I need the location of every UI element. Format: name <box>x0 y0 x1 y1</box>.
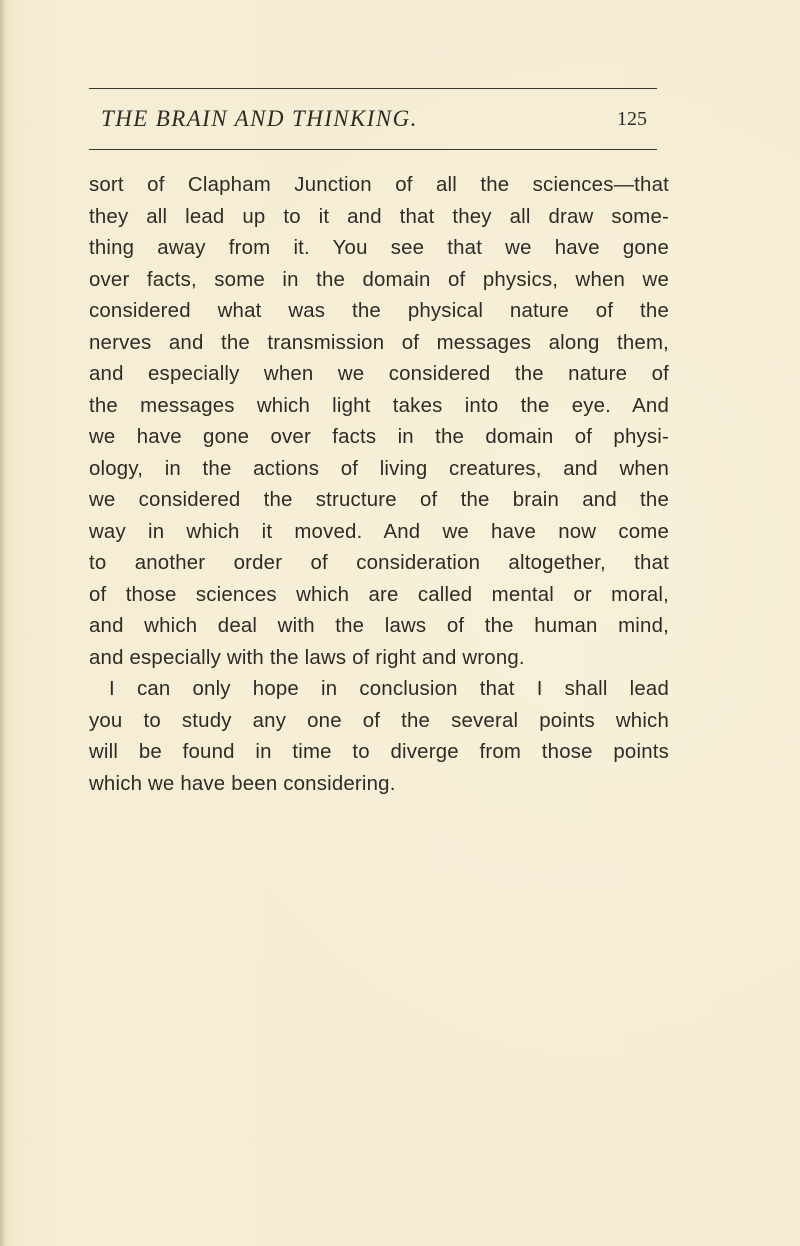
text-line: sort of Clapham Junction of all the sciences—that <box>89 174 669 196</box>
page-gutter-shadow <box>0 0 6 1246</box>
page-number: 125 <box>617 108 647 130</box>
text-line: considered what was the physical nature of the <box>89 300 669 322</box>
text-line: we considered the structure of the brain and the <box>89 489 669 511</box>
text-line: and which deal with the laws of the human mind, <box>89 615 669 637</box>
text-line: ology, in the actions of living creatures, and when <box>89 457 669 480</box>
text-line: to another order of consideration altogether, that <box>89 552 669 574</box>
header-bottom-rule <box>89 149 657 150</box>
text-line: of those sciences which are called mental or moral, <box>89 583 669 606</box>
body-text <box>89 170 669 800</box>
text-line: and especially when we considered the nature of <box>89 363 669 385</box>
text-line: nerves and the transmission of messages along them, <box>89 331 669 354</box>
text-line: you to study any one of the several points which <box>89 709 669 732</box>
text-line: the messages which light takes into the eye. And <box>89 394 669 417</box>
text-line: they all lead up to it and that they all draw some- <box>89 205 669 228</box>
text-line: way in which it moved. And we have now come <box>89 520 669 543</box>
header-top-rule <box>89 88 657 89</box>
paragraph-start-line: I can only hope in conclusion that I shall lead <box>109 678 669 700</box>
text-line: over facts, some in the domain of physics, when we <box>89 268 669 291</box>
running-head <box>89 106 657 140</box>
paragraph-end-line: and especially with the laws of right and wrong. <box>89 646 525 669</box>
paragraph-end-line: which we have been considering. <box>89 772 396 795</box>
text-line: we have gone over facts in the domain of physi- <box>89 426 669 448</box>
text-line: will be found in time to diverge from those points <box>89 741 669 763</box>
running-title: THE BRAIN AND THINKING. <box>101 106 418 131</box>
text-line: thing away from it. You see that we have gone <box>89 237 669 259</box>
